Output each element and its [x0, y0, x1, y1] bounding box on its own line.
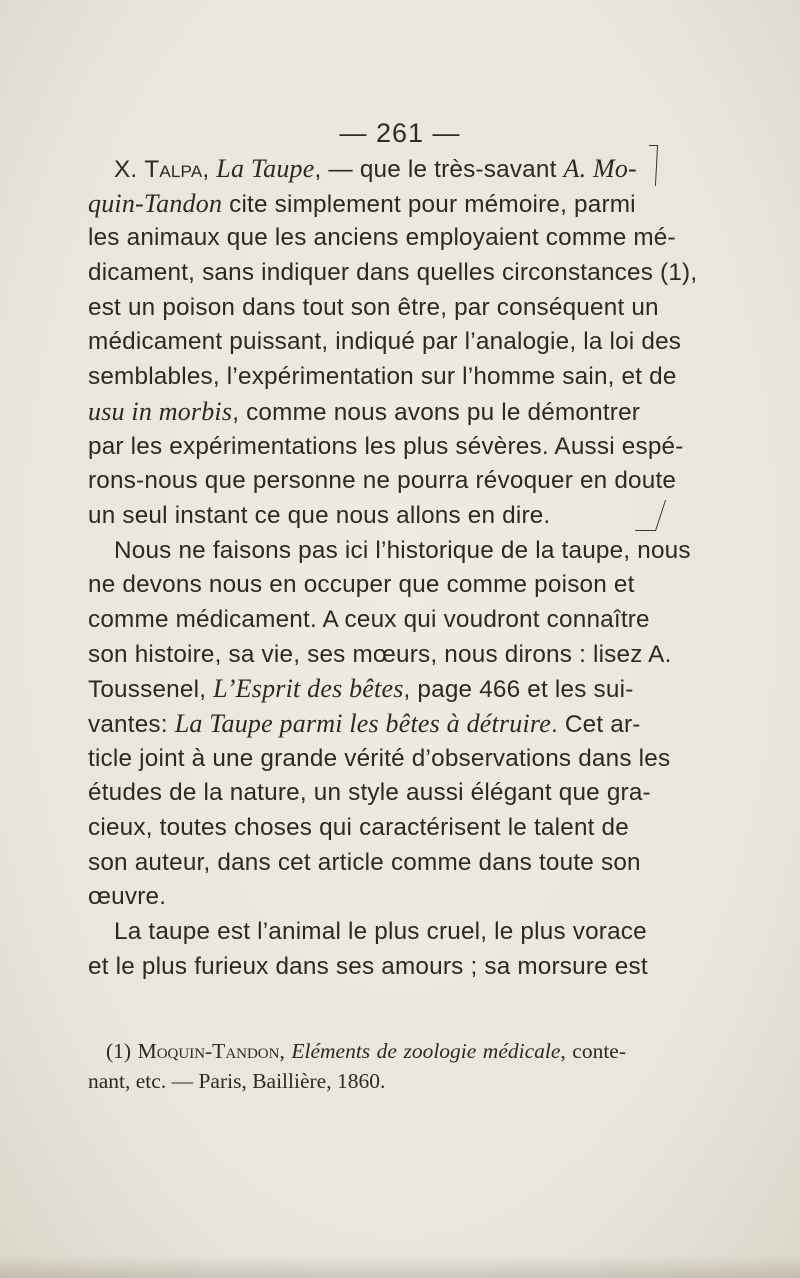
- text-run: ticle joint à une grande vérité d’observations dans les: [88, 744, 671, 772]
- body-text: [88, 152, 698, 985]
- text-line: [88, 499, 626, 534]
- text-run: , conte-: [560, 1039, 627, 1063]
- text-run: Nous ne faisons pas ici l’historique de la taupe, nous: [114, 536, 691, 564]
- italic-text: La Taupe: [216, 154, 315, 183]
- text-run: ,: [279, 1039, 292, 1063]
- text-run: rons-nous que personne ne pourra révoquer en doute: [88, 467, 677, 495]
- italic-text: usu in morbis: [88, 396, 233, 426]
- italic-text: L’Esprit des bêtes: [213, 674, 404, 704]
- footnote: [88, 1036, 626, 1096]
- text-run: un seul instant ce que nous allons en dire.: [88, 501, 551, 529]
- text-line: [88, 603, 650, 638]
- text-line: [88, 430, 684, 465]
- text-run: cite simplement pour mémoire, parmi: [222, 190, 636, 218]
- text-line: [88, 221, 676, 256]
- text-line: [88, 811, 629, 846]
- text-line: [88, 395, 641, 430]
- text-line: [88, 568, 635, 603]
- text-run: , — que le très-savant: [314, 156, 564, 183]
- text-line: [88, 950, 648, 985]
- text-run: médicament puissant, indiqué par l’analogie, la loi des: [88, 328, 682, 356]
- text-run: par les expérimentations les plus sévères. Aussi espé-: [88, 432, 684, 460]
- text-run: vantes:: [88, 711, 175, 738]
- text-run: La taupe est l’animal le plus cruel, le plus vorace: [114, 918, 647, 946]
- text-run: nant, etc. — Paris, Baillière, 1860.: [88, 1069, 386, 1093]
- small-caps-text: Talpa: [144, 156, 203, 183]
- text-run: cieux, toutes choses qui caractérisent le talent de: [88, 814, 629, 842]
- text-line: [88, 256, 698, 291]
- text-line: [88, 187, 636, 222]
- page-number: — 261 —: [339, 118, 461, 148]
- text-run: ne devons nous en occuper que comme poison et: [88, 571, 635, 599]
- text-line: [88, 534, 691, 569]
- text-run: son auteur, dans cet article comme dans toute son: [88, 848, 641, 876]
- text-line: [88, 291, 659, 326]
- margin-check-mark: [635, 500, 666, 531]
- italic-text: La Taupe parmi les bêtes à détruire: [174, 709, 551, 738]
- text-line: [88, 880, 626, 915]
- text-line: [88, 846, 641, 881]
- italic-text: A. Mo-: [563, 154, 637, 183]
- text-run: les animaux que les anciens employaient comme mé-: [88, 224, 676, 252]
- text-line: [88, 915, 647, 950]
- text-run: semblables, l’expérimentation sur l’homme sain, et de: [88, 363, 677, 391]
- text-run: est un poison dans tout son être, par conséquent un: [88, 293, 659, 321]
- text-line: [88, 325, 682, 360]
- margin-bracket-mark: [647, 145, 658, 186]
- text-run: (1): [106, 1039, 138, 1063]
- footnote-line: [88, 1036, 626, 1066]
- text-run: , comme nous avons pu le démontrer: [232, 398, 641, 426]
- text-line: [88, 776, 651, 811]
- text-line: [88, 464, 677, 499]
- small-caps-text: Moquin-Tandon: [137, 1039, 280, 1063]
- text-run: . Cet ar-: [550, 711, 641, 738]
- text-line: [88, 707, 641, 742]
- text-line: [88, 742, 671, 777]
- footnote-line: [88, 1066, 626, 1096]
- text-run: œuvre.: [88, 883, 167, 911]
- text-run: , page 466 et les sui-: [403, 676, 634, 704]
- italic-text: quin-Tandon: [88, 188, 223, 218]
- text-line: [88, 152, 637, 187]
- text-line: [88, 672, 634, 707]
- text-line: [88, 638, 672, 673]
- text-run: Toussenel,: [88, 676, 214, 704]
- page-edge-shadow: [0, 1255, 800, 1278]
- text-run: comme médicament. A ceux qui voudront connaître: [88, 605, 650, 633]
- text-run: et le plus furieux dans ses amours ; sa morsure est: [88, 952, 648, 980]
- text-run: dicament, sans indiquer dans quelles circonstances (1),: [88, 259, 698, 287]
- italic-text: Eléments de zoologie médicale: [291, 1039, 561, 1063]
- text-line: [88, 360, 677, 395]
- text-run: études de la nature, un style aussi élégant que gra-: [88, 779, 651, 807]
- text-run: son histoire, sa vie, ses mœurs, nous dirons : lisez A.: [88, 640, 672, 668]
- text-run: ,: [202, 156, 217, 183]
- text-run: X.: [114, 156, 145, 183]
